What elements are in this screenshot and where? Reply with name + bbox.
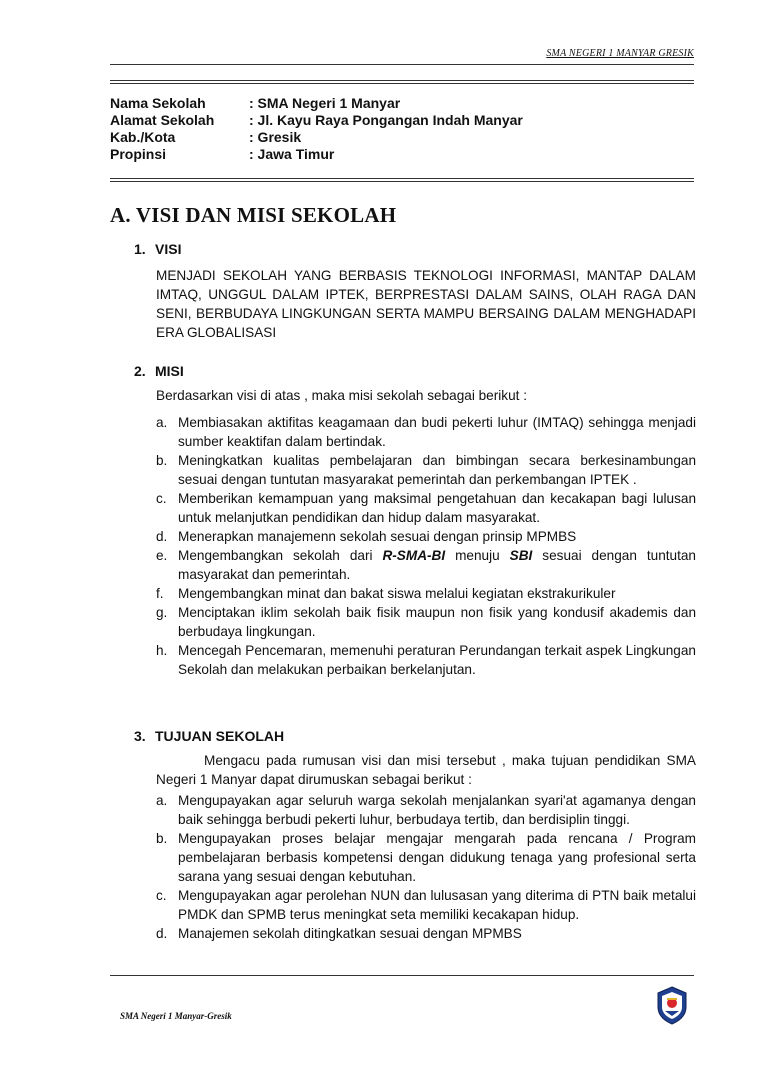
list-marker: b.: [156, 831, 168, 846]
list-marker: h.: [156, 643, 168, 658]
school-info: [110, 95, 523, 163]
school-crest-icon: [655, 985, 689, 1025]
info-label: Propinsi: [110, 146, 167, 162]
info-value: : Gresik: [249, 129, 302, 145]
misi-list: [156, 413, 696, 679]
list-marker: c.: [156, 888, 167, 903]
text-part: Mengembangkan sekolah dari: [178, 548, 383, 563]
list-text: Mengupayakan agar seluruh warga sekolah menjalankan syari'at agamanya dengan baik sehingga berbudi pekerti luhur, berbudaya tertib, dan berdisiplin tinggi.: [178, 793, 696, 827]
list-text: Meningkatkan kualitas pembelajaran dan bimbingan secara berkesinambungan sesuai dengan tuntutan masyarakat pemerintah dan perkembangan IPTEK .: [178, 453, 696, 487]
list-marker: d.: [156, 529, 168, 544]
list-item: [156, 641, 696, 679]
tujuan-list: [156, 791, 696, 943]
list-text: [178, 546, 696, 584]
list-text: Mencegah Pencemaran, memenuhi peraturan Perundangan terkait aspek Lingkungan Sekolah dan melakukan perbaikan berkelanjutan.: [178, 643, 696, 677]
list-marker: e.: [156, 548, 168, 563]
heading-text: MISI: [155, 363, 184, 379]
list-text: Menerapkan manajemenn sekolah sesuai dengan prinsip MPMBS: [178, 529, 577, 544]
heading-number: 2.: [134, 363, 146, 379]
list-item: [156, 603, 696, 641]
heading-text: VISI: [155, 241, 182, 257]
list-text: Manajemen sekolah ditingkatkan sesuai dengan MPMBS: [178, 926, 522, 941]
info-value: : Jawa Timur: [249, 146, 335, 162]
list-item: [156, 451, 696, 489]
list-marker: g.: [156, 605, 168, 620]
tujuan-heading: [134, 728, 284, 744]
info-value: : SMA Negeri 1 Manyar: [249, 95, 401, 111]
list-text: Mengupayakan proses belajar mengajar mengarah pada rencana / Program pembelajaran berbasis kompetensi dengan didukung tenaga yang profesional serta sarana yang sesuai dengan kebutuhan.: [178, 831, 696, 884]
list-item: [156, 791, 696, 829]
running-header: SMA NEGERI 1 MANYAR GRESIK: [546, 48, 694, 59]
header-rule: [110, 64, 694, 65]
list-text: Menciptakan iklim sekolah baik fisik maupun non fisik yang kondusif akademis dan berbudaya lingkungan.: [178, 605, 696, 639]
list-item: [156, 546, 696, 584]
list-text: Memberikan kemampuan yang maksimal pengetahuan dan kecakapan bagi lulusan untuk melanjutkan pendidikan dan hidup dalam masyarakat.: [178, 491, 696, 525]
info-label: Nama Sekolah: [110, 95, 206, 111]
info-row-province: [110, 146, 523, 163]
list-marker: b.: [156, 453, 168, 468]
emphasis-sbi: SBI: [509, 548, 533, 563]
text-part: menuju: [445, 548, 510, 563]
text-part: sesuai dengan tuntutan masyarakat dan pemerintah.: [178, 548, 696, 582]
info-label: Alamat Sekolah: [110, 112, 215, 128]
list-item: [156, 886, 696, 924]
heading-number: 1.: [134, 241, 146, 257]
visi-text: MENJADI SEKOLAH YANG BERBASIS TEKNOLOGI INFORMASI, MANTAP DALAM IMTAQ, UNGGUL DALAM IPTEK, BERPRESTASI DALAM SAINS, OLAH RAGA DAN SENI, BERBUDAYA LINGKUNGAN SERTA MAMPU BERSAING DALAM MENGHADAPI ERA GLOBALISASI: [156, 268, 696, 340]
section-title: A. VISI DAN MISI SEKOLAH: [110, 203, 397, 227]
list-item: [156, 924, 696, 943]
list-text: Mengembangkan minat dan bakat siswa melalui kegiatan ekstrakurikuler: [178, 586, 616, 601]
list-marker: f.: [156, 586, 164, 601]
misi-intro: Berdasarkan visi di atas , maka misi sekolah sebagai berikut :: [156, 388, 527, 403]
tujuan-intro-text: Mengacu pada rumusan visi dan misi tersebut , maka tujuan pendidikan SMA Negeri 1 Manyar dapat dirumuskan sebagai berikut :: [156, 753, 696, 787]
list-text: Membiasakan aktifitas keagamaan dan budi pekerti luhur (IMTAQ) sehingga menjadi sumber keaktifan dalam bertindak.: [178, 415, 696, 449]
footer-rule: [110, 975, 694, 976]
list-marker: a.: [156, 415, 168, 430]
list-marker: a.: [156, 793, 168, 808]
list-marker: c.: [156, 491, 167, 506]
misi-heading: [134, 363, 184, 379]
heading-text: TUJUAN SEKOLAH: [155, 728, 285, 744]
emphasis-rsmabi: R-SMA-BI: [382, 548, 446, 563]
info-top-rule: [110, 80, 694, 84]
list-text: Mengupayakan agar perolehan NUN dan lulusasan yang diterima di PTN baik metalui PMDK dan SPMB terus meningkat seta memiliki kecakapan hidup.: [178, 888, 696, 922]
list-marker: d.: [156, 926, 168, 941]
list-item: [156, 413, 696, 451]
info-row-name: [110, 95, 523, 112]
list-item: [156, 489, 696, 527]
list-item: [156, 584, 696, 603]
info-value: : Jl. Kayu Raya Pongangan Indah Manyar: [249, 112, 523, 128]
info-row-city: [110, 129, 523, 146]
info-bottom-rule: [110, 178, 694, 182]
list-item: [156, 829, 696, 886]
tujuan-intro: [156, 751, 696, 789]
info-row-address: [110, 112, 523, 129]
footer-text: SMA Negeri 1 Manyar-Gresik: [120, 1011, 232, 1021]
heading-number: 3.: [134, 728, 146, 744]
visi-heading: [134, 241, 181, 257]
info-label: Kab./Kota: [110, 129, 176, 145]
list-item: [156, 527, 696, 546]
